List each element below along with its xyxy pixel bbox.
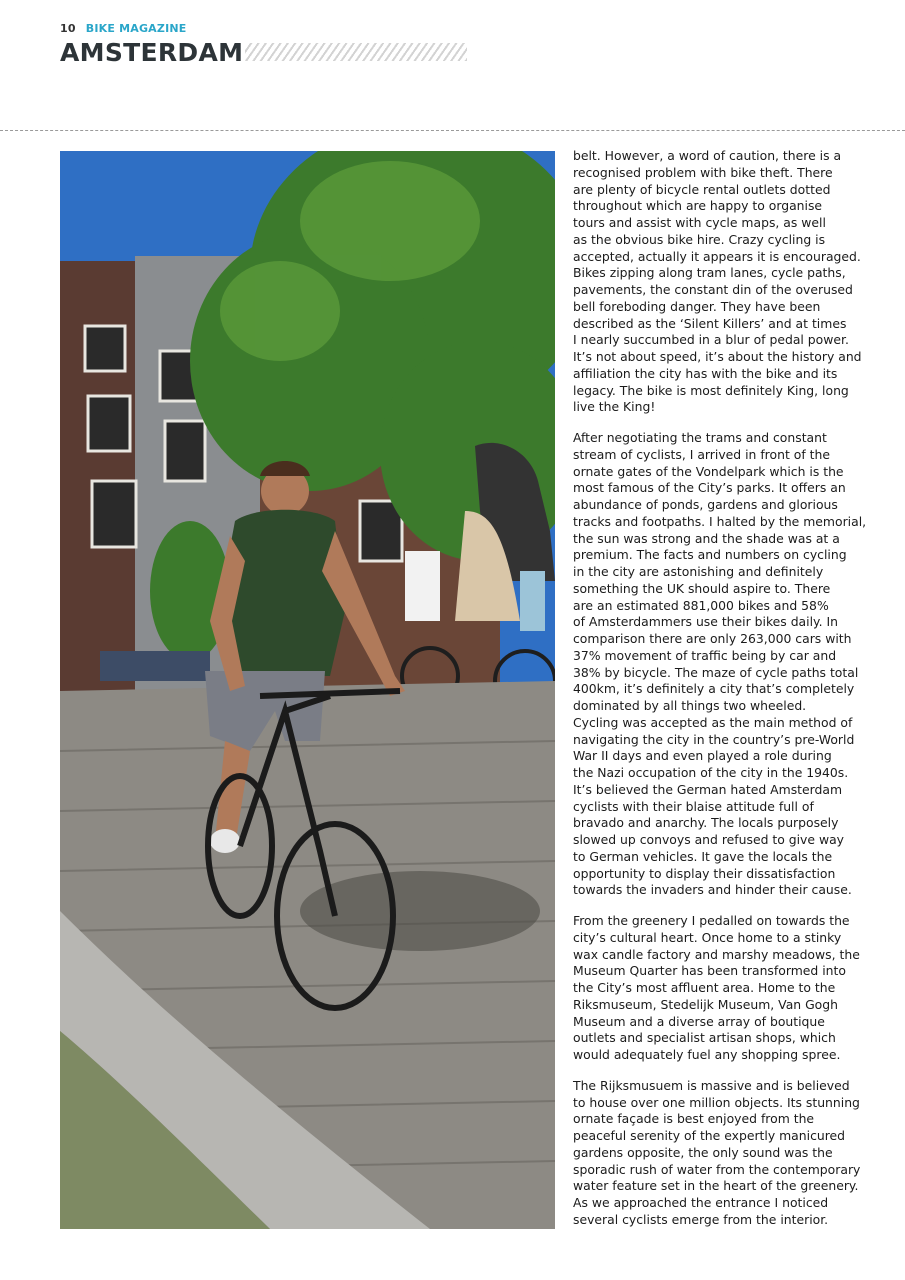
section-title: AMSTERDAM xyxy=(60,38,244,67)
article-paragraph: belt. However, a word of caution, there is a recognised problem with bike theft. There are plenty of bicycle rental outlets dotted throughout which are happy to organise tours and assist with cycle maps, as well as the obvious bike hire. Crazy cycling is accepted, actually it appears it is encouraged. Bikes zipping along tram lanes, cycle paths, pavements, the constant din of the overused bell foreboding danger. They have been described as the ‘Silent Killers’ and at times I nearly succumbed in a blur of pedal power. It’s not about speed, it’s about the history and affiliation the city has with the bike and its legacy. The bike is most definitely King, long live the King! xyxy=(573,148,862,415)
cyclist-photo xyxy=(60,151,555,1229)
magazine-name: BIKE MAGAZINE xyxy=(85,22,187,35)
page-header xyxy=(60,22,187,35)
article-paragraph: After negotiating the trams and constant stream of cyclists, I arrived in front of the ornate gates of the Vondelpark which is the most famous of the City’s parks. It offers an abundance of ponds, gardens and glorious tracks and footpaths. I halted by the memorial, the sun was strong and the shade was at a premium. The facts and numbers on cycling in the city are astonishing and definitely something the UK should aspire to. There are an estimated 881,000 bikes and 58% of Amsterdammers use their bikes daily. In comparison there are only 263,000 cars with 37% movement of traffic being by car and 38% by bicycle. The maze of cycle paths total 400km, it’s definitely a city that’s completely dominated by all things two wheeled. Cycling was accepted as the main method of navigating the city in the country’s pre-World War II days and even played a role during the Nazi occupation of the city in the 1940s. It’s believed the German hated Amsterdam cyclists with their blaise attitude full of bravado and anarchy. The locals purposely slowed up convoys and refused to give way to German vehicles. It gave the locals the opportunity to display their dissatisfaction towards the invaders and hinder their cause. xyxy=(573,430,867,898)
article-body xyxy=(573,148,873,1243)
article-paragraph: The Rijksmusuem is massive and is believed to house over one million objects. Its stunning ornate façade is best enjoyed from the peaceful serenity of the expertly manicured gardens opposite, the only sound was the sporadic rush of water from the contemporary water feature set in the heart of the greenery. As we approached the entrance I noticed several cyclists emerge from the interior. xyxy=(573,1077,861,1227)
page-number: 10 xyxy=(60,22,76,35)
hatch-decoration xyxy=(245,43,467,61)
dashed-divider xyxy=(0,130,905,131)
article-paragraph: From the greenery I pedalled on towards the city’s cultural heart. Once home to a stinky wax candle factory and marshy meadows, the Museum Quarter has been transformed into the City’s most affluent area. Home to the Riksmuseum, Stedelijk Museum, Van Gogh Museum and a diverse array of boutique outlets and specialist artisan shops, which would adequately fuel any shopping spree. xyxy=(573,913,860,1062)
